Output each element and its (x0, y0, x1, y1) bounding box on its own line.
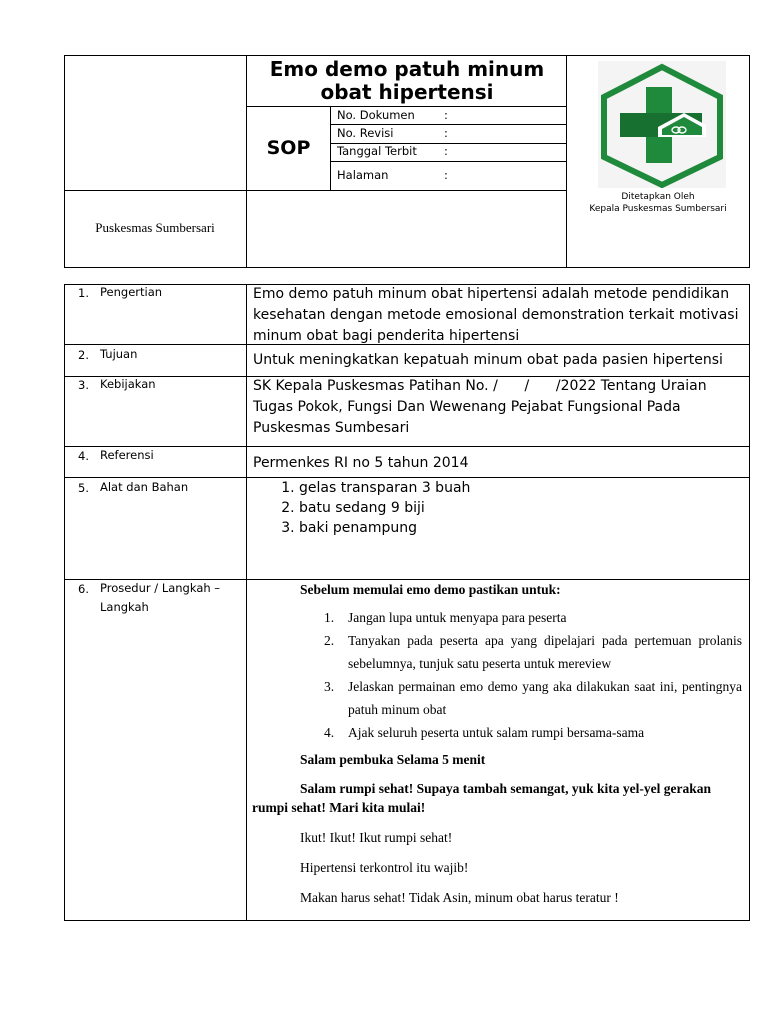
row-label-referensi: Referensi (100, 448, 154, 462)
sop-label: SOP (266, 137, 311, 159)
org-name: Puskesmas Sumbersari (95, 220, 215, 235)
step-text: Tanyakan pada peserta apa yang dipelajari pada pertemuan prolanis sebelumnya, tunjuk satu peserta untuk mereview (348, 633, 742, 671)
step-number: 3. (324, 679, 335, 694)
field-tanggal-terbit-label: Tanggal Terbit (337, 144, 417, 158)
approved-by-line1: Ditetapkan Oleh (621, 192, 695, 202)
yel-line-1: Ikut! Ikut! Ikut rumpi sehat! (300, 830, 453, 845)
field-no-dokumen-label: No. Dokumen (337, 108, 415, 122)
row-label-alat-dan-bahan: Alat dan Bahan (100, 480, 189, 494)
step-number: 1. (324, 610, 335, 625)
procedure-steps (250, 606, 742, 744)
field-no-dokumen-sep: : (444, 108, 448, 122)
step-text: Jelaskan permainan emo demo yang aka dilakukan saat ini, pentingnya patuh minum obat (348, 679, 742, 717)
list-item (250, 606, 742, 629)
row-number: 1. (78, 286, 89, 300)
puskesmas-logo (598, 61, 726, 188)
puskesmas-cross-icon (598, 61, 726, 188)
yel-line-3: Makan harus sehat! Tidak Asin, minum obat harus teratur ! (300, 890, 619, 905)
list-item: 1. gelas transparan 3 buah (299, 478, 741, 498)
field-halaman-sep: : (444, 168, 448, 182)
document-title: Emo demo patuh minum obat hipertensi (269, 57, 545, 104)
list-item (250, 675, 742, 721)
row-number: 2. (78, 348, 89, 362)
row-number: 5. (78, 481, 89, 495)
field-no-revisi-sep: : (444, 126, 448, 140)
yel-line-2: Hipertensi terkontrol itu wajib! (300, 860, 469, 875)
step-text: Jangan lupa untuk menyapa para peserta (348, 610, 567, 625)
list-item (250, 629, 742, 675)
step-number: 4. (324, 725, 335, 740)
row-label-tujuan: Tujuan (100, 347, 138, 361)
step-number: 2. (324, 633, 335, 648)
list-item: 3. baki penampung (299, 518, 741, 538)
tujuan-text: Untuk meningkatkan kepatuah minum obat pada pasien hipertensi (253, 352, 723, 368)
approved-by-line2: Kepala Puskesmas Sumbersari (589, 204, 727, 214)
alat-list (253, 478, 741, 538)
list-item (250, 721, 742, 744)
row-number: 4. (78, 449, 89, 463)
kebijakan-text: SK Kepala Puskesmas Patihan No. / / /2022 Tentang Uraian Tugas Pokok, Fungsi Dan Wewenang Pejabat Fungsional Pada Puskesmas Sumbesari (253, 378, 712, 436)
procedure-intro: Sebelum memulai emo demo pastikan untuk: (300, 582, 561, 597)
row-number: 6. (78, 582, 89, 596)
step-text: Ajak seluruh peserta untuk salam rumpi bersama-sama (348, 725, 645, 740)
row-label-kebijakan: Kebijakan (100, 377, 156, 391)
salam-title: Salam pembuka Selama 5 menit (300, 752, 486, 767)
row-number: 3. (78, 378, 89, 392)
field-tanggal-terbit-sep: : (444, 144, 448, 158)
list-item: 2. batu sedang 9 biji (299, 498, 741, 518)
row-label-pengertian: Pengertian (100, 285, 163, 299)
field-halaman-label: Halaman (337, 168, 389, 182)
row-label-prosedur: Prosedur / Langkah – Langkah (100, 581, 221, 614)
pengertian-text: Emo demo patuh minum obat hipertensi adalah metode pendidikan kesehatan dengan metode emosional demonstration terkait motivasi minum obat bagi penderita hipertensi (253, 286, 739, 344)
salam-rumpi-text: Salam rumpi sehat! Supaya tambah semangat, yuk kita yel-yel gerakan rumpi sehat! Mari kita mulai! (252, 781, 712, 815)
referensi-text: Permenkes RI no 5 tahun 2014 (253, 455, 469, 471)
field-no-revisi-label: No. Revisi (337, 126, 394, 140)
